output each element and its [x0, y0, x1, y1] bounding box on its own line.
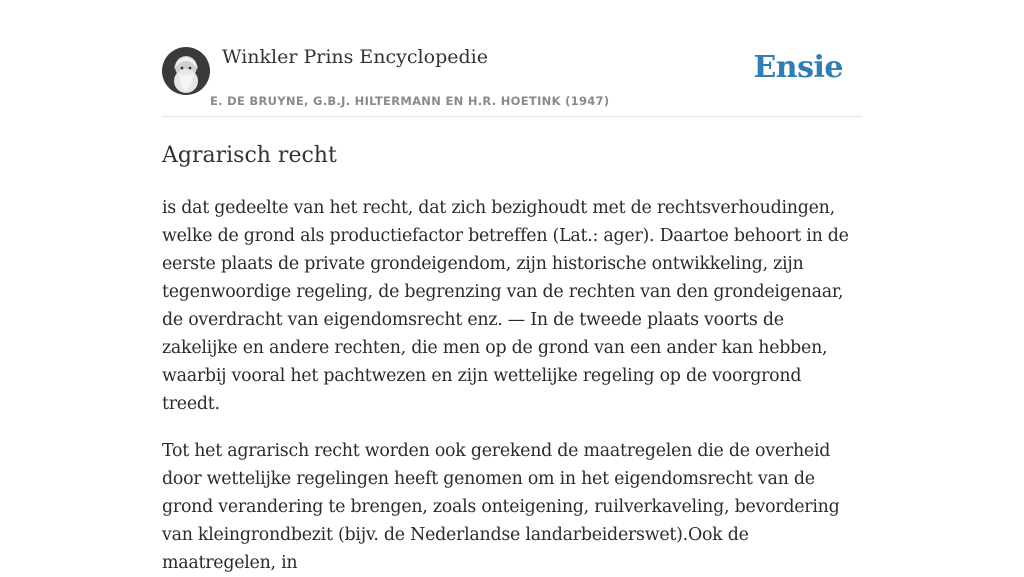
article-paragraph: is dat gedeelte van het recht, dat zich bezighoudt met de rechtsverhoudingen, welke de grond als productiefactor betreffen (Lat.: ager). Daartoe behoort in de eerste plaats de private grondeigendom, zijn historische ontwikkeling, zijn tegenwoordige regeling, de begrenzing van de rechten van den grondeigenaar, de overdracht van eigendomsrecht enz. — In de tweede plaats voorts de zakelijke en andere rechten, die men op de grond van een ander kan hebben, waarbij vooral het pachtwezen en zijn wettelijke regeling op de voorgrond treedt.: [162, 198, 849, 414]
author-portrait-icon: [162, 47, 210, 95]
page: [162, 0, 862, 577]
brand-logo[interactable]: Ensie: [753, 50, 843, 85]
article-paragraph: Tot het agrarisch recht worden ook gerekend de maatregelen die de overheid door wettelijke regelingen heeft genomen om in het eigendomsrecht van de grond verandering te brengen, zoals onteigening, ruilverkaveling, bevordering van kleingrondbezit (bijv. de Nederlandse landarbeiderswet).Ook de maatregelen, in: [162, 441, 840, 573]
header: [162, 0, 862, 117]
article-title: Agrarisch recht: [162, 143, 337, 168]
publication-title[interactable]: Winkler Prins Encyclopedie: [222, 46, 488, 68]
authors-line: E. DE BRUYNE, G.B.J. HILTERMANN EN H.R. HOETINK (1947): [210, 94, 610, 108]
